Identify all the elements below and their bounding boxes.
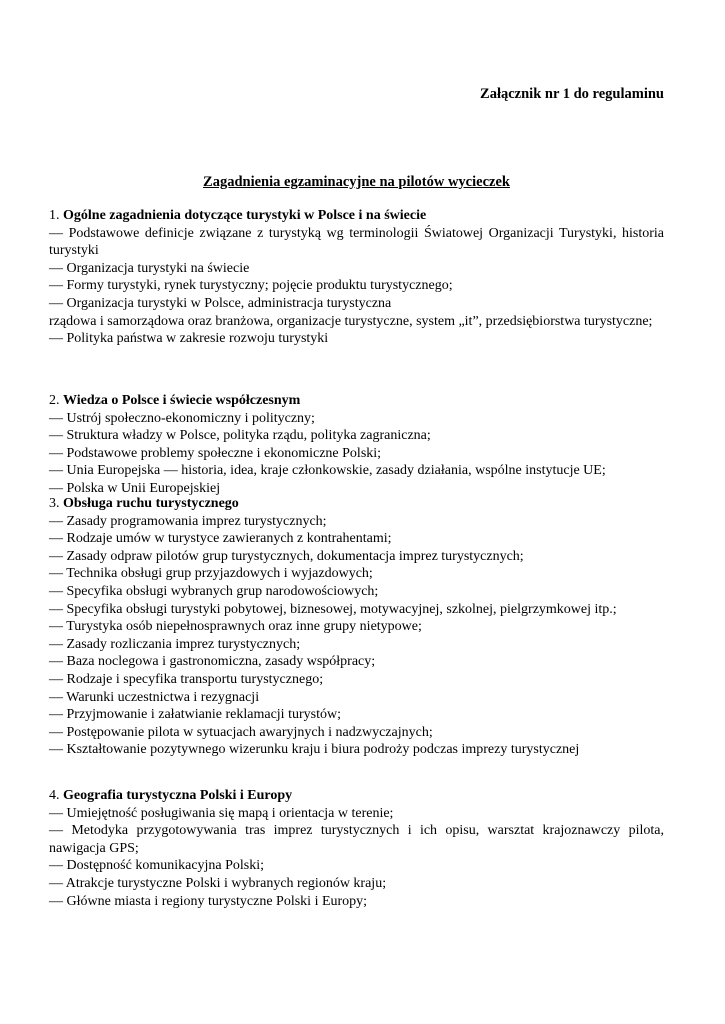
list-item: — Postępowanie pilota w sytuacjach awaryjnych i nadzwyczajnych;: [49, 724, 433, 740]
section-heading: [49, 787, 664, 805]
section-title: Ogólne zagadnienia dotyczące turystyki w Polsce i na świecie: [63, 208, 427, 223]
list-item: — Atrakcje turystyczne Polski i wybranych regionów kraju;: [49, 875, 387, 891]
list-item: — Metodyka przygotowywania tras imprez turystycznych i ich opisu, warsztat krajoznawczy pilota, nawigacja GPS;: [49, 823, 664, 856]
section-number: 4.: [49, 788, 60, 803]
list-item: — Rodzaje i specyfika transportu turystycznego;: [49, 671, 324, 687]
list-item: — Przyjmowanie i załatwianie reklamacji turystów;: [49, 707, 341, 723]
section-heading: [49, 495, 664, 513]
list-item: — Zasady odpraw pilotów grup turystycznych, dokumentacja imprez turystycznych;: [49, 548, 524, 564]
section-title: Geografia turystyczna Polski i Europy: [63, 788, 293, 803]
list-item: — Ustrój społeczno-ekonomiczny i polityczny;: [49, 410, 315, 426]
section-knowledge-poland-world: [49, 392, 664, 498]
list-item: — Kształtowanie pozytywnego wizerunku kraju i biura podroży podczas imprezy turystycznej: [49, 742, 580, 758]
list-item: — Specyfika obsługi wybranych grup narodowościowych;: [49, 583, 379, 599]
section-title: Wiedza o Polsce i świecie współczesnym: [63, 393, 301, 408]
list-item: — Podstawowe definicje związane z turystyką wg terminologii Światowej Organizacji Turystyki, historia turystyki: [49, 225, 664, 259]
list-item: — Unia Europejska — historia, idea, kraje członkowskie, zasady działania, wspólne instytucje UE;: [49, 463, 606, 479]
section-heading: [49, 207, 664, 225]
list-item: — Organizacja turystyki na świecie: [49, 260, 250, 276]
section-number: 3.: [49, 496, 60, 511]
list-item: — Rodzaje umów w turystyce zawieranych z kontrahentami;: [49, 531, 392, 547]
list-item: — Formy turystyki, rynek turystyczny; pojęcie produktu turystycznego;: [49, 278, 453, 294]
section-number: 2.: [49, 393, 60, 408]
list-item: — Baza noclegowa i gastronomiczna, zasady współpracy;: [49, 654, 376, 670]
section-tourist-traffic-service: [49, 495, 664, 759]
list-item: — Polska w Unii Europejskiej: [49, 480, 221, 496]
list-item: rządowa i samorządowa oraz branżowa, organizacje turystyczne, system „it”, przedsiębiorstwa turystyczne;: [49, 313, 653, 329]
list-item: — Zasady programowania imprez turystycznych;: [49, 513, 327, 529]
list-item: — Turystyka osób niepełnosprawnych oraz inne grupy nietypowe;: [49, 619, 422, 635]
section-title: Obsługa ruchu turystycznego: [63, 496, 239, 511]
document-title: Zagadnienia egzaminacyjne na pilotów wycieczek: [203, 174, 510, 190]
list-item: — Polityka państwa w zakresie rozwoju turystyki: [49, 331, 329, 347]
list-item: — Warunki uczestnictwa i rezygnacji: [49, 689, 260, 705]
list-item: — Technika obsługi grup przyjazdowych i wyjazdowych;: [49, 566, 373, 582]
list-item: — Główne miasta i regiony turystyczne Polski i Europy;: [49, 893, 368, 909]
list-item: — Specyfika obsługi turystyki pobytowej, biznesowej, motywacyjnej, szkolnej, pielgrzymkowej itp.;: [49, 601, 617, 617]
list-item: — Dostępność komunikacyjna Polski;: [49, 858, 265, 874]
section-general-tourism: [49, 207, 664, 348]
list-item: — Struktura władzy w Polsce, polityka rządu, polityka zagraniczna;: [49, 428, 431, 444]
list-item: — Podstawowe problemy społeczne i ekonomiczne Polski;: [49, 445, 382, 461]
section-heading: [49, 392, 664, 410]
list-item: — Umiejętność posługiwania się mapą i orientacja w terenie;: [49, 805, 394, 821]
section-tourist-geography: [49, 787, 664, 910]
list-item: — Zasady rozliczania imprez turystycznych;: [49, 636, 301, 652]
list-item: — Organizacja turystyki w Polsce, administracja turystyczna: [49, 295, 392, 311]
section-number: 1.: [49, 208, 60, 223]
appendix-label: Załącznik nr 1 do regulaminu: [480, 86, 664, 102]
